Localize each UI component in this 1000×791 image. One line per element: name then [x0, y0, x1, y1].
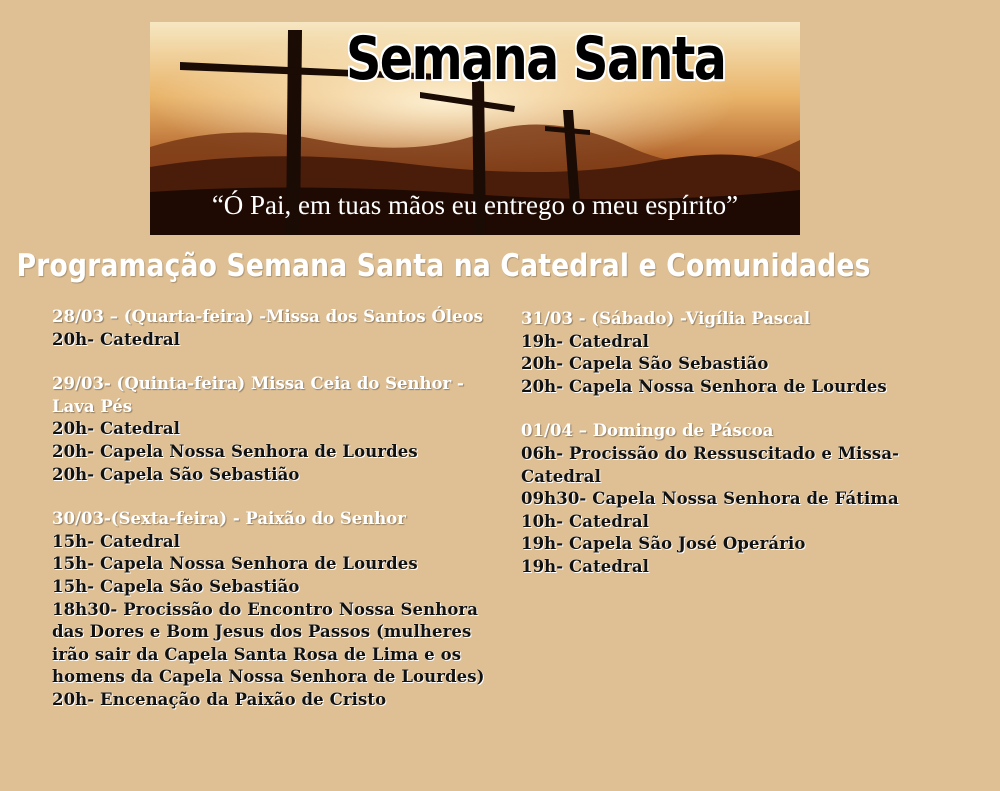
schedule-item: 20h- Capela Nossa Senhora de Lourdes [52, 441, 418, 461]
schedule-item: 20h- Capela São Sebastião [52, 464, 300, 484]
schedule-day-title: 30/03-(Sexta-feira) - Paixão do Senhor [52, 509, 407, 529]
schedule-day-block [52, 508, 492, 711]
schedule-item: 19h- Catedral [521, 331, 649, 351]
schedule-item: 20h- Catedral [52, 329, 180, 349]
schedule-item: 15h- Catedral [52, 531, 180, 551]
banner-image [150, 22, 800, 235]
schedule-item: 18h30- Procissão do Encontro Nossa Senhora das Dores e Bom Jesus dos Passos (mulheres irão sair da Capela Santa Rosa de Lima e os homens da Capela Nossa Senhora de Lourdes) [52, 599, 485, 687]
schedule-item: 20h- Catedral [52, 419, 180, 439]
schedule-day-title: 01/04 – Domingo de Páscoa [521, 421, 774, 441]
banner-title: Semana Santa [346, 24, 726, 94]
schedule-day-title: 31/03 - (Sábado) -Vigília Pascal [521, 309, 811, 328]
schedule-day-title: 29/03- (Quinta-feira) Missa Ceia do Senhor - Lava Pés [52, 374, 464, 416]
schedule-item: 09h30- Capela Nossa Senhora de Fátima [521, 489, 899, 509]
schedule-day-block [52, 306, 492, 351]
page-heading: Programação Semana Santa na Catedral e Comunidades [16, 248, 871, 284]
schedule-item: 20h- Capela São Sebastião [521, 354, 769, 374]
schedule-day-block [52, 373, 492, 486]
schedule-item: 19h- Capela São José Operário [521, 534, 806, 554]
schedule-day-title: 28/03 – (Quarta-feira) -Missa dos Santos Óleos [52, 307, 483, 326]
schedule-item: 20h- Capela Nossa Senhora de Lourdes [521, 376, 887, 396]
schedule-item: 19h- Catedral [521, 556, 649, 576]
schedule-item: 06h- Procissão do Ressuscitado e Missa- Catedral [521, 443, 900, 486]
schedule-item: 20h- Encenação da Paixão de Cristo [52, 689, 387, 709]
banner-quote: “Ó Pai, em tuas mãos eu entrego o meu espírito” [211, 190, 739, 220]
schedule-item: 15h- Capela São Sebastião [52, 576, 300, 596]
schedule-right-column [521, 308, 961, 601]
schedule-item: 10h- Catedral [521, 511, 649, 531]
schedule-day-block [521, 308, 961, 398]
schedule-item: 15h- Capela Nossa Senhora de Lourdes [52, 554, 418, 574]
schedule-day-block [521, 420, 961, 578]
schedule-left-column [52, 306, 492, 734]
